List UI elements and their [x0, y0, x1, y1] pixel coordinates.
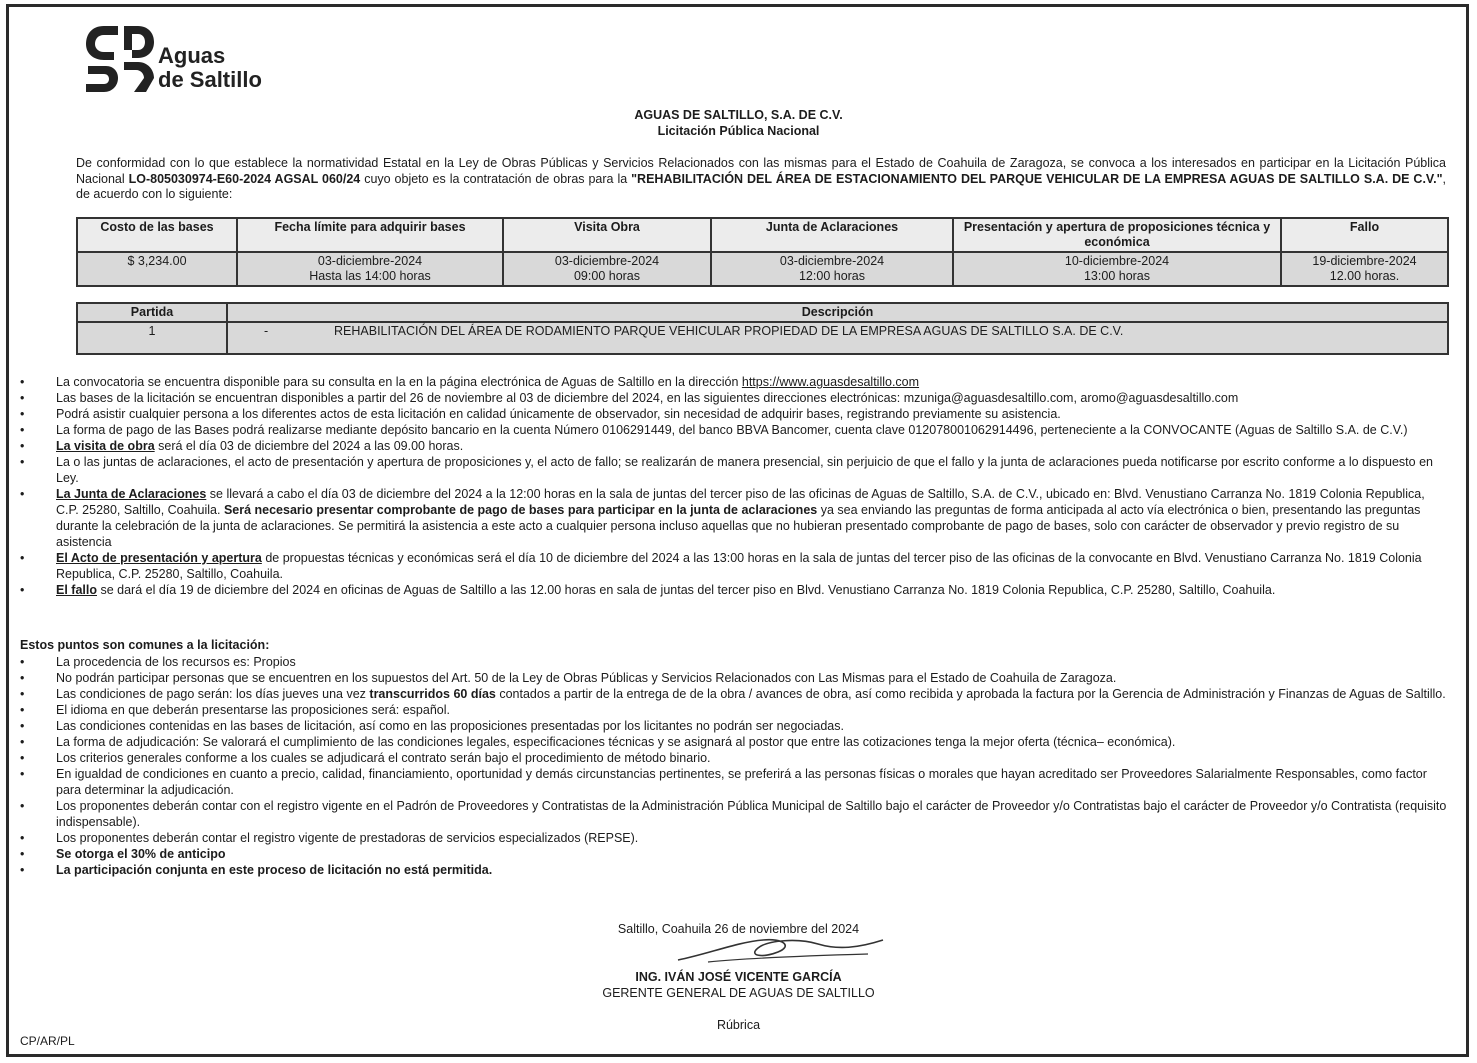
bullet-text: La o las juntas de aclaraciones, el acto de presentación y apertura de proposiciones y, el acto de fallo; se realizarán de manera presencial, sin perjuicio de que el fallo y la junta de aclaraciones pueda notificarse por escrito conforme a lo dispuesto en Ley. — [56, 455, 1433, 485]
list-item — [20, 702, 1448, 718]
header-junta: Junta de Aclaraciones — [711, 218, 953, 252]
bullet-text: La forma de adjudicación: Se valorará el cumplimiento de las condiciones legales, especificaciones técnicas y se asignará al postor que entre las cotizaciones tenga la mejor oferta (técnica– económica). — [56, 735, 1176, 749]
cell-fecha-limite — [237, 252, 503, 286]
bullet-label: La visita de obra — [56, 439, 155, 453]
bullet-icon: • — [20, 583, 25, 597]
bullet-text: La convocatoria se encuentra disponible para su consulta en la en la página electrónica de Aguas de Saltillo en la dirección — [56, 375, 742, 389]
bullet-text: Las bases de la licitación se encuentran disponibles a partir del 26 de noviembre al 03 de diciembre del 2024, en las siguientes direcciones electrónicas: mzuniga@aguasdesaltillo.com, aromo@aguasdesaltillo.com — [56, 391, 1239, 405]
header-costo: Costo de las bases — [77, 218, 237, 252]
header-fecha-limite: Fecha límite para adquirir bases — [237, 218, 503, 252]
cell-line-1: 03-diciembre-2024 — [554, 254, 660, 268]
cell-junta — [711, 252, 953, 286]
bullet-icon: • — [20, 687, 25, 701]
bullet-icon: • — [20, 423, 25, 437]
partida-row — [77, 322, 1448, 354]
intro-paragraph — [76, 156, 1446, 203]
handwritten-signature-icon — [668, 930, 898, 970]
schedule-header-row — [77, 218, 1448, 252]
partida-description: REHABILITACIÓN DEL ÁREA DE RODAMIENTO PARQUE VEHICULAR PROPIEDAD DE LA EMPRESA AGUAS DE SALTILLO S.A. DE C.V. — [334, 324, 1124, 338]
partida-dash: - — [264, 324, 269, 338]
bullet-text: La forma de pago de las Bases podrá realizarse mediante depósito bancario en la cuenta Número 0106291449, del banco BBVA Bancomer, cuenta clave 012078001062914496, perteneciente a la CONVOCANTE (Aguas de Saltillo S.A. de C.V.) — [56, 423, 1408, 437]
bullet-text: No podrán participar personas que se encuentren en los supuestos del Art. 50 de la Ley de Obras Públicas y Servicios Relacionados con Las Mismas para el Estado de Coahuila de Zaragoza. — [56, 671, 1117, 685]
bullet-bold-text: transcurridos 60 días — [369, 687, 496, 701]
partidas-header-row — [77, 303, 1448, 322]
intro-part-1: De conformidad con lo que establece la normatividad Estatal en la Ley de Obras Públicas y Servicios Relacionados con las mismas para el Estado de Coahuila de Zaragoza, se convoca a los interesados en participar en la Licitación Pública Nacional — [76, 156, 1446, 186]
bullet-text: contados a partir de la entrega de de la obra / avances de obra, así como recibida y aprobada la factura por la Gerencia de Administración y Finanzas de Aguas de Saltillo. — [495, 687, 1446, 701]
common-points-heading: Estos puntos son comunes a la licitación: — [20, 638, 270, 652]
bullet-bold-text: Se otorga el 30% de anticipo — [56, 847, 226, 861]
cell-line-2: 12.00 horas. — [1329, 269, 1400, 283]
bullet-icon: • — [20, 551, 25, 565]
tender-type: Licitación Pública Nacional — [657, 124, 820, 138]
bullet-text: La procedencia de los recursos es: Propios — [56, 655, 296, 669]
website-link[interactable]: https://www.aguasdesaltillo.com — [741, 375, 920, 389]
list-item — [20, 670, 1448, 686]
cell-costo — [77, 252, 237, 286]
list-item — [20, 718, 1448, 734]
bullet-text: En igualdad de condiciones en cuanto a precio, calidad, financiamiento, oportunidad y demás circunstancias pertinentes, se preferirá a las personas físicas o morales que hayan acreditado ser Proveedores Salarialmente Responsables, como factor para determinar la adjudicación. — [56, 767, 1427, 797]
list-item — [20, 734, 1448, 750]
list-item — [20, 582, 1448, 598]
intro-part-2: cuyo objeto es la contratación de obras para la — [360, 171, 632, 186]
bullet-icon: • — [20, 407, 25, 421]
common-points-bullets — [20, 654, 1448, 878]
cell-line-2: 13:00 horas — [1083, 269, 1151, 283]
bullet-icon: • — [20, 375, 25, 389]
bullet-icon: • — [20, 847, 25, 861]
bullet-icon: • — [20, 863, 25, 877]
list-item — [20, 766, 1448, 798]
list-item — [20, 862, 1448, 878]
signer-position: GERENTE GENERAL DE AGUAS DE SALTILLO — [602, 986, 875, 1000]
partidas-table — [76, 302, 1449, 355]
list-item — [20, 550, 1448, 582]
cell-presentacion — [953, 252, 1281, 286]
rubrica-label: Rúbrica — [716, 1018, 761, 1032]
list-item — [20, 374, 1448, 390]
list-item — [20, 406, 1448, 422]
partida-description-cell — [227, 322, 1448, 354]
bullet-icon: • — [20, 831, 25, 845]
list-item — [20, 486, 1448, 550]
bullet-text: de propuestas técnicas y económicas será el día 10 de diciembre del 2024 a las 13:00 horas en la sala de juntas del tercer piso de las oficinas de la convocante en Blvd. Venustiano Carranza No. 1819 Colonia Republica, C.P. 25280, Saltillo, Coahuila. — [56, 551, 1422, 581]
bullet-label: El Acto de presentación y apertura — [56, 551, 262, 565]
header-partida: Partida — [77, 303, 227, 322]
cell-line-1: 10-diciembre-2024 — [1064, 254, 1170, 268]
bullet-icon: • — [20, 671, 25, 685]
list-item — [20, 798, 1448, 830]
footer-code: CP/AR/PL — [20, 1034, 75, 1048]
cell-line-1: $ 3,234.00 — [127, 254, 187, 268]
bullet-icon: • — [20, 767, 25, 781]
cell-line-1: 03-diciembre-2024 — [779, 254, 885, 268]
list-item — [20, 830, 1448, 846]
company-name: AGUAS DE SALTILLO, S.A. DE C.V. — [634, 108, 843, 122]
bullet-text: será el día 03 de diciembre del 2024 a las 09.00 horas. — [154, 439, 464, 453]
list-item — [20, 750, 1448, 766]
bullet-icon: • — [20, 439, 25, 453]
header-fallo: Fallo — [1281, 218, 1448, 252]
tender-object: "REHABILITACIÓN DEL ÁREA DE ESTACIONAMIENTO DEL PARQUE VEHICULAR DE LA EMPRESA AGUAS DE SALTILLO S.A. DE C.V." — [631, 171, 1443, 186]
bullet-icon: • — [20, 487, 25, 501]
bullet-icon: • — [20, 391, 25, 405]
list-item — [20, 654, 1448, 670]
list-item — [20, 422, 1448, 438]
cell-fallo — [1281, 252, 1448, 286]
bullet-icon: • — [20, 655, 25, 669]
list-item — [20, 390, 1448, 406]
convocatoria-bullets — [20, 374, 1448, 598]
cell-line-2: 12:00 horas — [798, 269, 866, 283]
list-item — [20, 438, 1448, 454]
list-item — [20, 686, 1448, 702]
bullet-bold-text: La participación conjunta en este proceso de licitación no está permitida. — [56, 863, 493, 877]
cell-line-1: 19-diciembre-2024 — [1312, 254, 1417, 268]
bullet-text: Podrá asistir cualquier persona a los diferentes actos de esta licitación en calidad únicamente de observador, sin necesidad de adquirir bases, registrando previamente su asistencia. — [56, 407, 1061, 421]
list-item — [20, 846, 1448, 862]
schedule-table — [76, 217, 1449, 287]
bullet-text: se dará el día 19 de diciembre del 2024 en oficinas de Aguas de Saltillo a las 12.00 horas en sala de juntas del tercer piso en Blvd. Venustiano Carranza No. 1819 Colonia Republica, C.P. 25280, Saltillo, Coahuila. — [96, 583, 1276, 597]
bullet-text: Las condiciones de pago serán: los días jueves una vez — [56, 687, 370, 701]
cell-visita-obra — [503, 252, 711, 286]
bullet-icon: • — [20, 735, 25, 749]
partida-number: 1 — [77, 322, 227, 354]
cell-line-1: 03-diciembre-2024 — [317, 254, 423, 268]
tender-number: LO-805030974-E60-2024 AGSAL 060/24 — [128, 171, 361, 186]
header-visita-obra: Visita Obra — [503, 218, 711, 252]
bullet-bold-text: Será necesario presentar comprobante de pago de bases para participar en la junta de aclaraciones — [223, 503, 818, 517]
bullet-icon: • — [20, 751, 25, 765]
bullet-text: ya sea enviando las preguntas de forma anticipada al acto vía electrónica o bien, presentando las preguntas durante la celebración de la junta de aclaraciones. Se permitirá la asistencia a este acto a cualquier persona incluso aquellas que no hubieran presentado comprobante de pago de bases, solo con carácter de observador y previo registro de su asistencia — [56, 503, 1421, 549]
cell-line-2: 09:00 horas — [573, 269, 641, 283]
logo-wordmark — [158, 44, 262, 92]
signer-name: ING. IVÁN JOSÉ VICENTE GARCÍA — [635, 970, 842, 984]
header-descripcion: Descripción — [227, 303, 1448, 322]
intro-part-3: , de acuerdo con lo siguiente: — [76, 171, 1446, 201]
cell-line-2: Hasta las 14:00 horas — [309, 269, 431, 283]
bullet-text: Los criterios generales conforme a los cuales se adjudicará el contrato serán bajo el procedimiento de método binario. — [56, 751, 711, 765]
logo-line-1: Aguas — [158, 43, 226, 68]
bullet-icon: • — [20, 703, 25, 717]
bullet-text: Las condiciones contenidas en las bases de licitación, así como en las proposiciones presentadas por los licitantes no podrán ser negociadas. — [56, 719, 844, 733]
header-presentacion: Presentación y apertura de proposiciones técnica y económica — [953, 218, 1281, 252]
bullet-text: Los proponentes deberán contar el registro vigente de prestadoras de servicios especializados (REPSE). — [56, 831, 639, 845]
bullet-text: se llevará a cabo el día 03 de diciembre del 2024 a la 12:00 horas en la sala de juntas del tercer piso de las oficinas de Aguas de Saltillo, S.A. de C.V., ubicado en: Blvd. Venustiano Carranza No. 1819 Colonia Republica, C.P. 25280, Saltillo, Coahuila. — [56, 487, 1425, 517]
bullet-label: El fallo — [56, 583, 97, 597]
schedule-row — [77, 252, 1448, 286]
bullet-icon: • — [20, 799, 25, 813]
bullet-text: Los proponentes deberán contar con el registro vigente en el Padrón de Proveedores y Contratistas de la Administración Pública Municipal de Saltillo bajo el carácter de Proveedor y/o Contratistas bajo el carácter de Proveedor y/o Contratista (requisito indispensable). — [56, 799, 1447, 829]
list-item — [20, 454, 1448, 486]
bullet-label: La Junta de Aclaraciones — [56, 487, 207, 501]
bullet-icon: • — [20, 719, 25, 733]
place-date: Saltillo, Coahuila 26 de noviembre del 2024 — [617, 922, 860, 936]
bullet-text: El idioma en que deberán presentarse las proposiciones será: español. — [56, 703, 450, 717]
bullet-icon: • — [20, 455, 25, 469]
logo-line-2: de Saltillo — [158, 67, 262, 92]
